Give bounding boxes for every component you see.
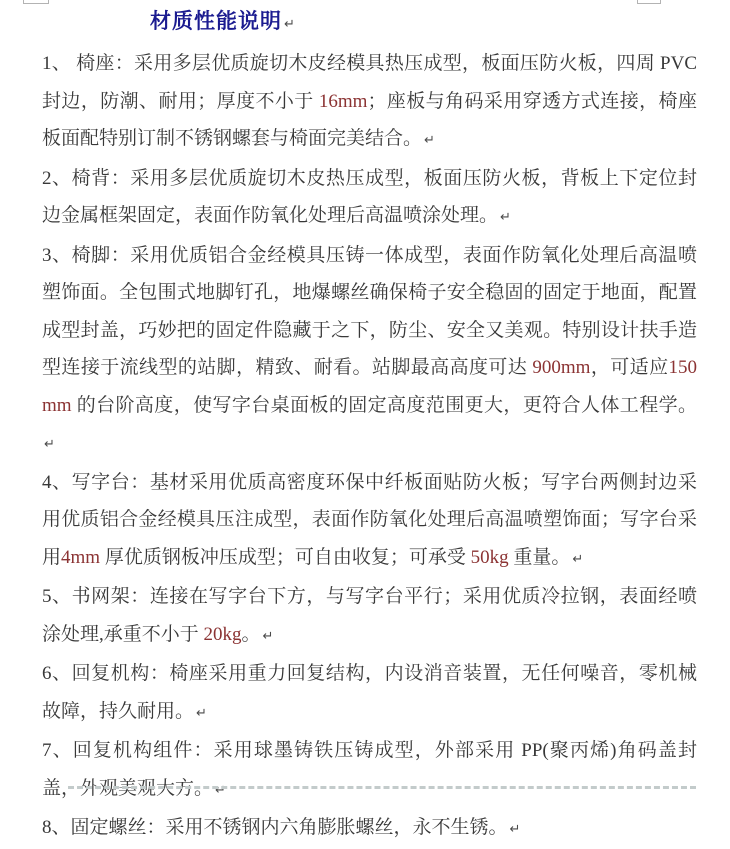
title-row — [42, 0, 697, 45]
bottom-boundary-rule — [68, 786, 696, 789]
spec-value: 20kg — [203, 623, 242, 645]
paragraph-mark-icon: ↵ — [196, 705, 207, 721]
spec-value: 4mm — [61, 546, 101, 568]
spec-value: 900mm — [532, 357, 591, 378]
paragraph-text: 。 — [241, 623, 261, 645]
paragraph-text: 3、椅脚：采用优质铝合金经模具压铸一体成型，表面作防氧化处理后高温喷塑饰面。全包围式地脚钉孔，地爆螺丝确保椅子安全稳固的固定于地面，配置成型封盖，巧妙把的固定件隐藏于之下，防尘、安全又美观。特别设计扶手造型连接于流线型的站脚，精致、耐看。站脚最高高度可达 — [42, 244, 697, 378]
paragraph-mark-icon: ↵ — [509, 822, 521, 837]
paragraph-text: 2、椅背：采用多层优质旋切木皮热压成型，板面压防火板，背板上下定位封边金属框架固定，表面作防氧化处理后高温喷涂处理。 — [42, 167, 697, 226]
paragraph-text: 的台阶高度，使写字台桌面板的固定高度范围更大，更符合人体工程学。 — [71, 394, 697, 416]
paragraph-mark-icon: ↵ — [500, 210, 511, 225]
paragraph-text: ；座板与角码采用穿透方式连接，椅座板面配特别订制不锈钢螺套与椅面完美结合。 — [42, 90, 697, 149]
page-title: 材质性能说明 — [150, 9, 282, 33]
paragraph-text: 重量。 — [508, 546, 571, 568]
paragraph-mark-icon: ↵ — [572, 551, 584, 567]
spec-value: 150mm — [42, 357, 697, 416]
spec-value: 16mm — [318, 90, 368, 112]
paragraph-text: 厚优质钢板冲压成型；可自由收复；可承受 — [100, 546, 471, 568]
paragraph-text: ，可适应 — [590, 357, 669, 378]
spec-value: 50kg — [470, 546, 509, 568]
paragraph-text: 8、固定螺丝：采用不锈钢内六角膨胀螺丝，永不生锈。 — [42, 817, 508, 838]
document-body — [42, 0, 697, 849]
paragraph-mark-icon: ↵ — [44, 437, 55, 452]
paragraph-8 — [42, 809, 697, 849]
paragraph-mark-icon: ↵ — [284, 17, 295, 32]
paragraph-1 — [42, 45, 697, 160]
paragraph-5 — [42, 578, 697, 655]
paragraph-text: 4、写字台：基材采用优质高密度环保中纤板面贴防火板；写字台两侧封边采用优质铝合金经模具压注成型，表面作防氧化处理后高温喷塑饰面；写字台采用 — [42, 471, 697, 568]
paragraph-6 — [42, 655, 697, 732]
paragraph-7 — [42, 732, 697, 809]
paragraph-mark-icon: ↵ — [262, 628, 274, 644]
paragraph-text: 1、 椅座：采用多层优质旋切木皮经模具热压成型，板面压防火板，四周 PVC 封边，防潮、耐用；厚度不小于 — [42, 53, 697, 112]
paragraph-text: 7、回复机构组件：采用球墨铸铁压铸成型，外部采用 PP(聚丙烯)角码盖封盖，外观美观大方。 — [42, 740, 697, 799]
paragraph-4 — [42, 464, 697, 579]
paragraph-text: 5、书网架：连接在写字台下方，与写字台平行；采用优质冷拉钢，表面经喷涂处理,承重不小于 — [42, 586, 697, 645]
paragraph-2 — [42, 160, 697, 237]
paragraph-3 — [42, 237, 697, 464]
paragraph-list — [42, 45, 697, 849]
paragraph-mark-icon: ↵ — [424, 133, 435, 148]
paragraph-mark-icon: ↵ — [215, 782, 226, 798]
paragraph-text: 6、回复机构：椅座采用重力回复结构，内设消音装置，无任何噪音，零机械故障，持久耐用。 — [42, 663, 697, 722]
